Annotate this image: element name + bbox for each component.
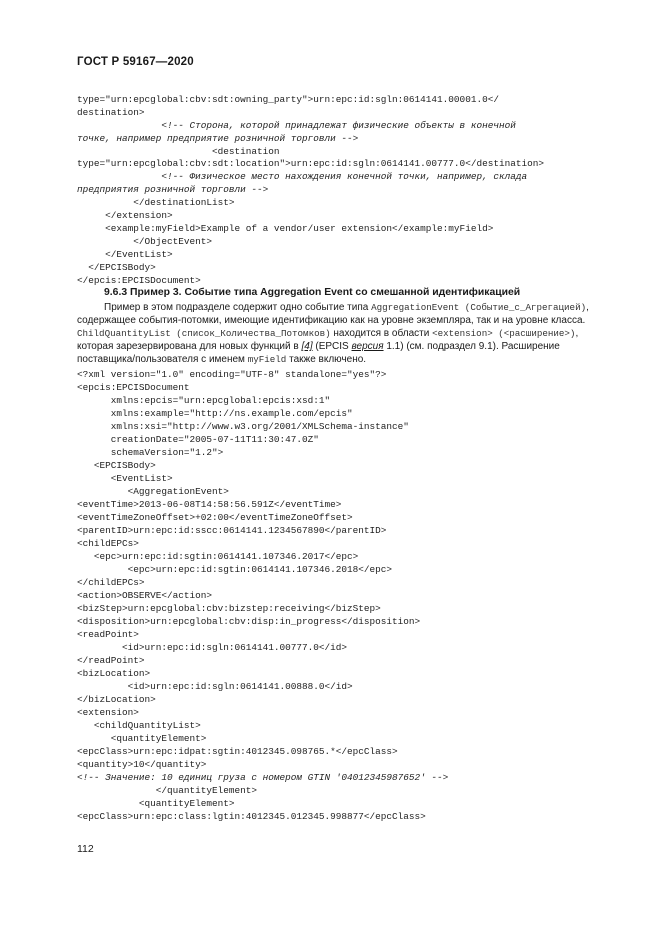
section-heading: 9.6.3 Пример 3. Событие типа Aggregation Event со смешанной идентификацией xyxy=(104,287,521,298)
code-comment: точке, например предприятие розничной торговли --> xyxy=(77,133,359,144)
code-comment: предприятия розничной торговли --> xyxy=(77,184,269,195)
code-line: <epcis:EPCISDocument xyxy=(77,382,190,393)
code-line: <epc>urn:epc:id:sgtin:0614141.107346.2017</epc> xyxy=(77,551,359,562)
code-line: type="urn:epcglobal:cbv:sdt:owning_party">urn:epc:id:sgln:0614141.00001.0</ xyxy=(77,94,499,105)
code-line: <id>urn:epc:id:sgln:0614141.00888.0</id> xyxy=(77,681,353,692)
code-line: </ObjectEvent> xyxy=(77,236,213,247)
code-line: </readPoint> xyxy=(77,655,145,666)
section-paragraph: Пример в этом подразделе содержит одно событие типа AggregationEvent (Событие_с_Агрегацией), содержащее события-потомки, имеющие идентификацию как на уровне экземпляра, так и на уровне класса. ChildQuantityList (список_Количества_Потомков) находится в области <extension> (<расширение>), которая зарезервирована для новых функций в [4] (EPCIS версия 1.1) (см. подраздел 9.1). Расширение поставщика/пользователя с именем myField также включено. xyxy=(77,302,589,366)
code-line: </quantityElement> xyxy=(77,785,258,796)
code-line: creationDate="2005-07-11T11:30:47.0Z" xyxy=(77,434,319,445)
code-comment: <!-- Значение: 10 единиц груза с номером GTIN '04012345987652' --> xyxy=(77,772,449,783)
standard-header: ГОСТ Р 59167—2020 xyxy=(77,56,194,68)
code-line: <EPCISBody> xyxy=(77,460,156,471)
code-line: </extension> xyxy=(77,210,173,221)
code-line: <extension> xyxy=(77,707,139,718)
code-line: <eventTime>2013-06-08T14:58:56.591Z</eventTime> xyxy=(77,499,342,510)
code-line: <action>OBSERVE</action> xyxy=(77,590,213,601)
code-line: <quantityElement> xyxy=(77,798,235,809)
code-line: <epcClass>urn:epc:idpat:sgtin:4012345.098765.*</epcClass> xyxy=(77,746,398,757)
code-line: type="urn:epcglobal:cbv:sdt:location">urn:epc:id:sgln:0614141.00777.0</destination> xyxy=(77,158,544,169)
code-line: <AggregationEvent> xyxy=(77,486,229,497)
code-line: <bizLocation> xyxy=(77,668,151,679)
code-line: </epcis:EPCISDocument> xyxy=(77,275,201,286)
code-line: <disposition>urn:epcglobal:cbv:disp:in_progress</disposition> xyxy=(77,616,421,627)
code-line: </destinationList> xyxy=(77,197,235,208)
code-line: </EPCISBody> xyxy=(77,262,156,273)
code-line: xmlns:epcis="urn:epcglobal:epcis:xsd:1" xyxy=(77,395,331,406)
code-line: <childEPCs> xyxy=(77,538,139,549)
code-line: <EventList> xyxy=(77,473,173,484)
code-line: <quantity>10</quantity> xyxy=(77,759,207,770)
code-line: schemaVersion="1.2"> xyxy=(77,447,224,458)
code-line: <bizStep>urn:epcglobal:cbv:bizstep:receiving</bizStep> xyxy=(77,603,381,614)
version-link[interactable]: версия xyxy=(351,341,384,353)
code-line: </childEPCs> xyxy=(77,577,145,588)
page-number: 112 xyxy=(77,843,94,855)
code-line: <quantityElement> xyxy=(77,733,207,744)
code-line: <id>urn:epc:id:sgln:0614141.00777.0</id> xyxy=(77,642,348,653)
code-line: <epcClass>urn:epc:class:lgtin:4012345.012345.998877</epcClass> xyxy=(77,811,426,822)
code-line: </bizLocation> xyxy=(77,694,156,705)
code-line: <epc>urn:epc:id:sgtin:0614141.107346.2018</epc> xyxy=(77,564,393,575)
code-line: destination> xyxy=(77,107,145,118)
code-line: <parentID>urn:epc:id:sscc:0614141.1234567890</parentID> xyxy=(77,525,387,536)
code-line: <childQuantityList> xyxy=(77,720,201,731)
code-line: <destination xyxy=(77,146,280,157)
code-line: <readPoint> xyxy=(77,629,139,640)
code-line: xmlns:xsi="http://www.w3.org/2001/XMLSchema-instance" xyxy=(77,421,409,432)
code-line: <?xml version="1.0" encoding="UTF-8" standalone="yes"?> xyxy=(77,369,387,380)
code-comment: <!-- Физическое место нахождения конечной точки, например, склада xyxy=(77,171,528,182)
code-line: xmlns:example="http://ns.example.com/epcis" xyxy=(77,408,353,419)
reference-link[interactable]: [4] xyxy=(301,341,313,353)
code-line: </EventList> xyxy=(77,249,173,260)
code-line: <example:myField>Example of a vendor/user extension</example:myField> xyxy=(77,223,494,234)
code-line: <eventTimeZoneOffset>+02:00</eventTimeZoneOffset> xyxy=(77,512,353,523)
code-comment: <!-- Сторона, которой принадлежат физические объекты в конечной xyxy=(77,120,516,131)
